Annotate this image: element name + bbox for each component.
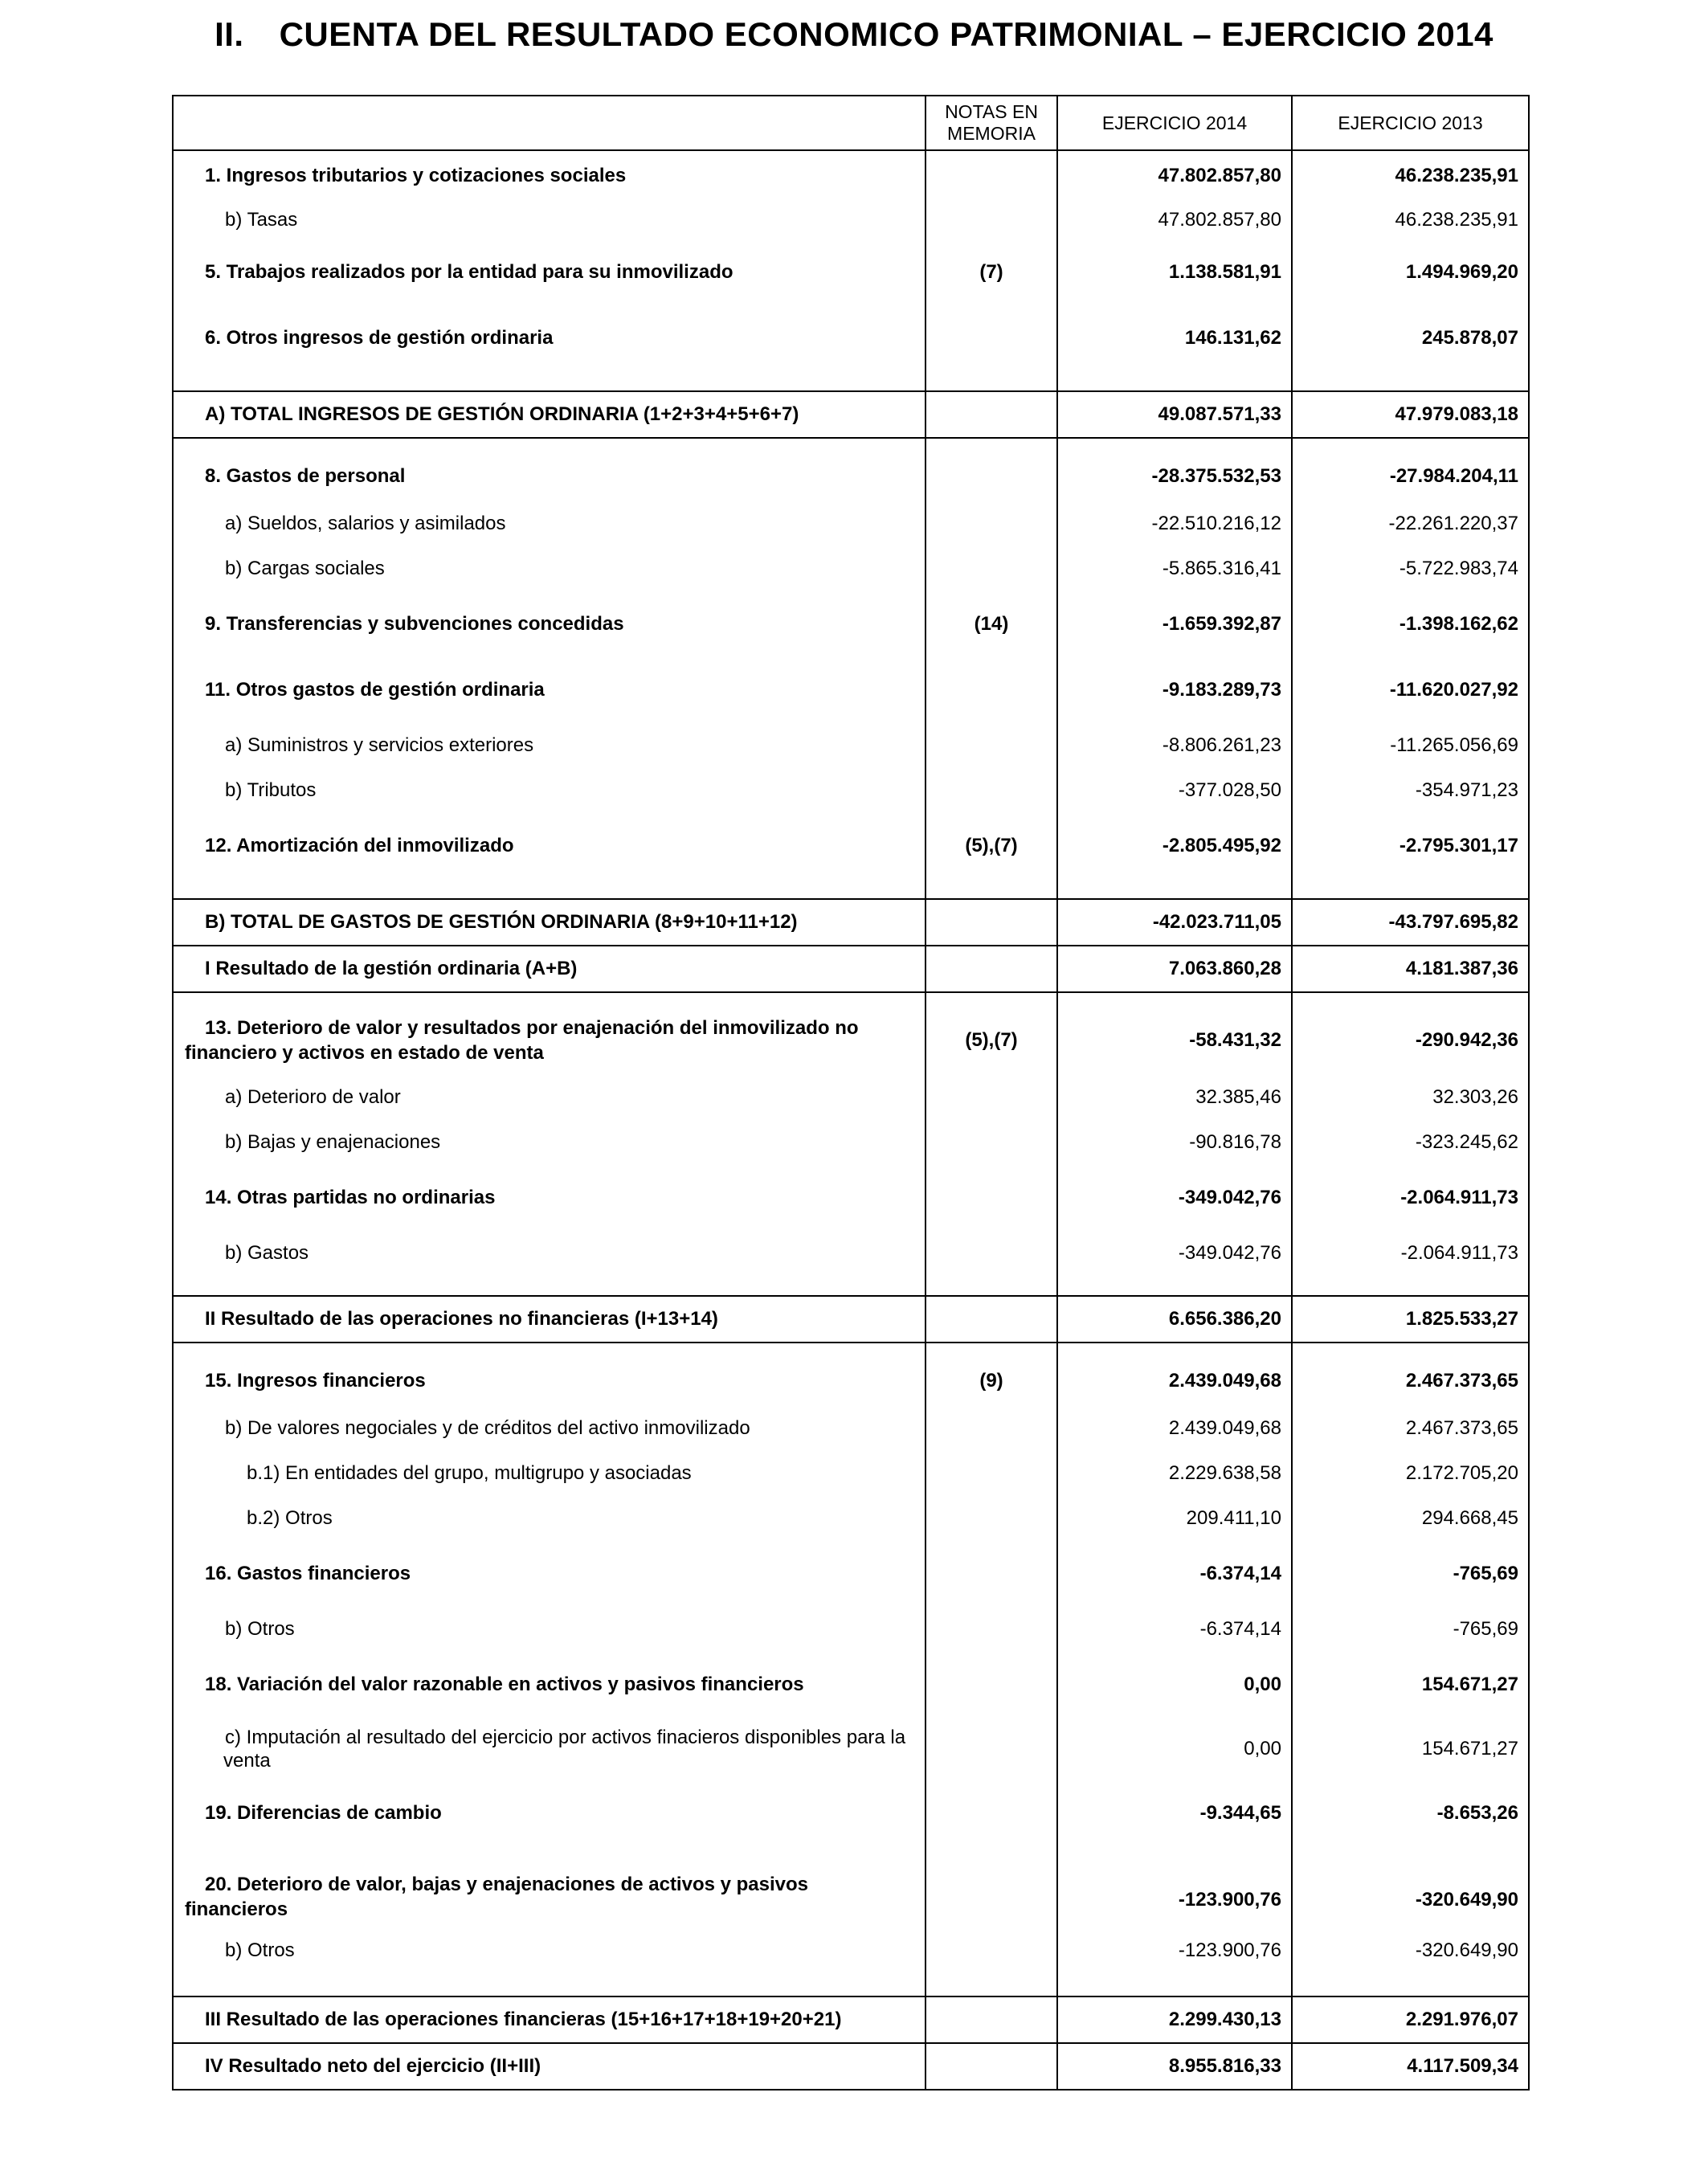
row-notes: (14)	[926, 591, 1057, 657]
row-label: 11. Otros gastos de gestión ordinaria	[173, 657, 926, 723]
row-2014: -349.042,76	[1057, 1231, 1292, 1276]
row-2013: -22.261.220,37	[1292, 501, 1529, 546]
row-2013: 32.303,26	[1292, 1075, 1529, 1120]
header-2013: EJERCICIO 2013	[1292, 96, 1529, 150]
row-2014: 7.063.860,28	[1057, 946, 1292, 992]
table-row	[173, 239, 1529, 305]
row-2014: 2.229.638,58	[1057, 1451, 1292, 1496]
table-row	[173, 1075, 1529, 1120]
row-notes: (7)	[926, 239, 1057, 305]
row-notes	[926, 1718, 1057, 1780]
row-notes	[926, 1296, 1057, 1343]
row-2014: 0,00	[1057, 1652, 1292, 1718]
row-2014: 49.087.571,33	[1057, 391, 1292, 438]
row-2014: 6.656.386,20	[1057, 1296, 1292, 1343]
row-label: b) Tributos	[173, 768, 926, 813]
row-2013: -290.942,36	[1292, 1006, 1529, 1075]
spacer-row	[173, 1965, 1529, 1996]
spacer-row	[173, 438, 1529, 452]
row-2013: 154.671,27	[1292, 1718, 1529, 1780]
table-row	[173, 501, 1529, 546]
header-2014: EJERCICIO 2014	[1057, 96, 1292, 150]
row-label: III Resultado de las operaciones financieras (15+16+17+18+19+20+21)	[173, 1996, 926, 2043]
spacer-row	[173, 879, 1529, 899]
row-2013: -11.265.056,69	[1292, 723, 1529, 768]
row-2014: 0,00	[1057, 1718, 1292, 1780]
table-row	[173, 1718, 1529, 1780]
row-notes	[926, 501, 1057, 546]
table-row	[173, 813, 1529, 879]
row-2013: -765,69	[1292, 1541, 1529, 1607]
results-table	[172, 95, 1530, 2090]
row-2013: -1.398.162,62	[1292, 591, 1529, 657]
row-label: b.1) En entidades del grupo, multigrupo y asociadas	[173, 1451, 926, 1496]
row-2014: 47.802.857,80	[1057, 201, 1292, 239]
row-notes	[926, 1652, 1057, 1718]
table-row	[173, 1231, 1529, 1276]
row-notes	[926, 1936, 1057, 1965]
total-row	[173, 1296, 1529, 1343]
row-2014: -123.900,76	[1057, 1936, 1292, 1965]
row-2014: -5.865.316,41	[1057, 546, 1292, 591]
row-2013: 1.494.969,20	[1292, 239, 1529, 305]
row-label: 1. Ingresos tributarios y cotizaciones sociales	[173, 150, 926, 201]
row-notes	[926, 2043, 1057, 2090]
row-notes	[926, 657, 1057, 723]
row-notes: (5),(7)	[926, 813, 1057, 879]
row-2013: 4.117.509,34	[1292, 2043, 1529, 2090]
row-notes	[926, 723, 1057, 768]
row-2013: -354.971,23	[1292, 768, 1529, 813]
row-notes	[926, 1451, 1057, 1496]
row-label: c) Imputación al resultado del ejercicio por activos finacieros disponibles para la venta	[173, 1718, 926, 1780]
row-2013: -765,69	[1292, 1607, 1529, 1652]
row-notes	[926, 201, 1057, 239]
row-2014: -6.374,14	[1057, 1607, 1292, 1652]
row-2013: 294.668,45	[1292, 1496, 1529, 1541]
row-2014: 8.955.816,33	[1057, 2043, 1292, 2090]
row-2013: 2.172.705,20	[1292, 1451, 1529, 1496]
spacer-row	[173, 992, 1529, 1006]
row-notes	[926, 1846, 1057, 1936]
row-2013: -8.653,26	[1292, 1780, 1529, 1846]
row-2013: -27.984.204,11	[1292, 452, 1529, 501]
row-notes	[926, 946, 1057, 992]
table-row	[173, 1406, 1529, 1451]
row-label: b) Gastos	[173, 1231, 926, 1276]
table-row	[173, 1780, 1529, 1846]
table-row	[173, 452, 1529, 501]
header-notes	[926, 96, 1057, 150]
row-2013: -11.620.027,92	[1292, 657, 1529, 723]
row-label: a) Sueldos, salarios y asimilados	[173, 501, 926, 546]
row-notes	[926, 452, 1057, 501]
spacer-row	[173, 371, 1529, 391]
row-2014: 209.411,10	[1057, 1496, 1292, 1541]
row-notes	[926, 1406, 1057, 1451]
row-label: b) De valores negociales y de créditos del activo inmovilizado	[173, 1406, 926, 1451]
row-label: 16. Gastos financieros	[173, 1541, 926, 1607]
row-2014: -9.183.289,73	[1057, 657, 1292, 723]
row-2013: -2.064.911,73	[1292, 1231, 1529, 1276]
table-row	[173, 150, 1529, 201]
row-notes	[926, 1996, 1057, 2043]
row-label: b) Bajas y enajenaciones	[173, 1120, 926, 1165]
row-2014: -2.805.495,92	[1057, 813, 1292, 879]
row-label: b) Otros	[173, 1607, 926, 1652]
row-notes	[926, 1496, 1057, 1541]
row-2013: 2.467.373,65	[1292, 1356, 1529, 1406]
row-2014: -9.344,65	[1057, 1780, 1292, 1846]
table-row	[173, 305, 1529, 371]
total-row	[173, 1996, 1529, 2043]
row-2014: 1.138.581,91	[1057, 239, 1292, 305]
row-2014: 2.439.049,68	[1057, 1406, 1292, 1451]
section-number: II.	[215, 15, 244, 53]
header-notes-line1: NOTAS EN	[945, 101, 1038, 122]
row-2014: 146.131,62	[1057, 305, 1292, 371]
row-label: 13. Deterioro de valor y resultados por enajenación del inmovilizado no financiero y activos en estado de venta	[173, 1006, 926, 1075]
row-2014: -1.659.392,87	[1057, 591, 1292, 657]
row-notes	[926, 1231, 1057, 1276]
row-label: 19. Diferencias de cambio	[173, 1780, 926, 1846]
total-row	[173, 391, 1529, 438]
row-2013: 46.238.235,91	[1292, 150, 1529, 201]
table-row	[173, 546, 1529, 591]
row-2013: 4.181.387,36	[1292, 946, 1529, 992]
row-2013: -2.064.911,73	[1292, 1165, 1529, 1231]
row-label: 18. Variación del valor razonable en activos y pasivos financieros	[173, 1652, 926, 1718]
row-notes	[926, 391, 1057, 438]
row-notes	[926, 305, 1057, 371]
total-row	[173, 946, 1529, 992]
row-label: 14. Otras partidas no ordinarias	[173, 1165, 926, 1231]
row-notes	[926, 546, 1057, 591]
table-row	[173, 201, 1529, 239]
row-2013: 154.671,27	[1292, 1652, 1529, 1718]
table-row	[173, 1846, 1529, 1936]
row-2014: -58.431,32	[1057, 1006, 1292, 1075]
table-row	[173, 1165, 1529, 1231]
table-row	[173, 1541, 1529, 1607]
row-2013: 2.467.373,65	[1292, 1406, 1529, 1451]
row-label: II Resultado de las operaciones no financieras (I+13+14)	[173, 1296, 926, 1343]
row-notes	[926, 1120, 1057, 1165]
row-2014: -42.023.711,05	[1057, 899, 1292, 946]
row-2013: -320.649,90	[1292, 1936, 1529, 1965]
row-notes	[926, 1607, 1057, 1652]
row-label: I Resultado de la gestión ordinaria (A+B)	[173, 946, 926, 992]
table-row	[173, 1607, 1529, 1652]
row-notes: (9)	[926, 1356, 1057, 1406]
row-2013: 245.878,07	[1292, 305, 1529, 371]
row-notes	[926, 768, 1057, 813]
row-label: B) TOTAL DE GASTOS DE GESTIÓN ORDINARIA (8+9+10+11+12)	[173, 899, 926, 946]
spacer-row	[173, 1343, 1529, 1356]
row-label: 9. Transferencias y subvenciones concedidas	[173, 591, 926, 657]
row-notes	[926, 1075, 1057, 1120]
table-row	[173, 1496, 1529, 1541]
row-2013: -323.245,62	[1292, 1120, 1529, 1165]
table-row	[173, 1120, 1529, 1165]
row-2014: 2.439.049,68	[1057, 1356, 1292, 1406]
row-notes: (5),(7)	[926, 1006, 1057, 1075]
spacer-row	[173, 1276, 1529, 1296]
row-label: 12. Amortización del inmovilizado	[173, 813, 926, 879]
page-title	[0, 6, 1708, 63]
row-label: 8. Gastos de personal	[173, 452, 926, 501]
header-notes-line2: MEMORIA	[947, 123, 1036, 144]
table-row	[173, 723, 1529, 768]
row-2014: -377.028,50	[1057, 768, 1292, 813]
row-notes	[926, 1165, 1057, 1231]
row-label: 6. Otros ingresos de gestión ordinaria	[173, 305, 926, 371]
row-2014: -123.900,76	[1057, 1846, 1292, 1936]
row-notes	[926, 1780, 1057, 1846]
row-2014: -28.375.532,53	[1057, 452, 1292, 501]
row-2014: -6.374,14	[1057, 1541, 1292, 1607]
row-label: a) Suministros y servicios exteriores	[173, 723, 926, 768]
row-label: 20. Deterioro de valor, bajas y enajenaciones de activos y pasivos financieros	[173, 1846, 926, 1936]
row-2014: -349.042,76	[1057, 1165, 1292, 1231]
row-2013: -320.649,90	[1292, 1846, 1529, 1936]
row-label: a) Deterioro de valor	[173, 1075, 926, 1120]
table-row	[173, 591, 1529, 657]
row-label: b.2) Otros	[173, 1496, 926, 1541]
row-2014: -8.806.261,23	[1057, 723, 1292, 768]
row-label: 15. Ingresos financieros	[173, 1356, 926, 1406]
row-notes	[926, 150, 1057, 201]
table-row	[173, 657, 1529, 723]
table-row	[173, 1356, 1529, 1406]
row-2014: 2.299.430,13	[1057, 1996, 1292, 2043]
row-label: b) Cargas sociales	[173, 546, 926, 591]
row-2013: 47.979.083,18	[1292, 391, 1529, 438]
table-row	[173, 1006, 1529, 1075]
row-2013: 46.238.235,91	[1292, 201, 1529, 239]
table-row	[173, 1451, 1529, 1496]
section-title: CUENTA DEL RESULTADO ECONOMICO PATRIMONIAL – EJERCICIO 2014	[279, 15, 1493, 53]
row-label: A) TOTAL INGRESOS DE GESTIÓN ORDINARIA (1+2+3+4+5+6+7)	[173, 391, 926, 438]
row-notes	[926, 1541, 1057, 1607]
table-row	[173, 1652, 1529, 1718]
row-2014: -90.816,78	[1057, 1120, 1292, 1165]
row-label: b) Tasas	[173, 201, 926, 239]
row-2014: 47.802.857,80	[1057, 150, 1292, 201]
header-label	[173, 96, 926, 150]
row-label: IV Resultado neto del ejercicio (II+III)	[173, 2043, 926, 2090]
table-header-row	[173, 96, 1529, 150]
row-2013: -5.722.983,74	[1292, 546, 1529, 591]
row-2013: 1.825.533,27	[1292, 1296, 1529, 1343]
row-2013: -2.795.301,17	[1292, 813, 1529, 879]
row-label: 5. Trabajos realizados por la entidad para su inmovilizado	[173, 239, 926, 305]
row-notes	[926, 899, 1057, 946]
total-row	[173, 2043, 1529, 2090]
row-2014: -22.510.216,12	[1057, 501, 1292, 546]
row-2014: 32.385,46	[1057, 1075, 1292, 1120]
row-2013: 2.291.976,07	[1292, 1996, 1529, 2043]
table-row	[173, 768, 1529, 813]
table-row	[173, 1936, 1529, 1965]
total-row	[173, 899, 1529, 946]
row-2013: -43.797.695,82	[1292, 899, 1529, 946]
row-label: b) Otros	[173, 1936, 926, 1965]
